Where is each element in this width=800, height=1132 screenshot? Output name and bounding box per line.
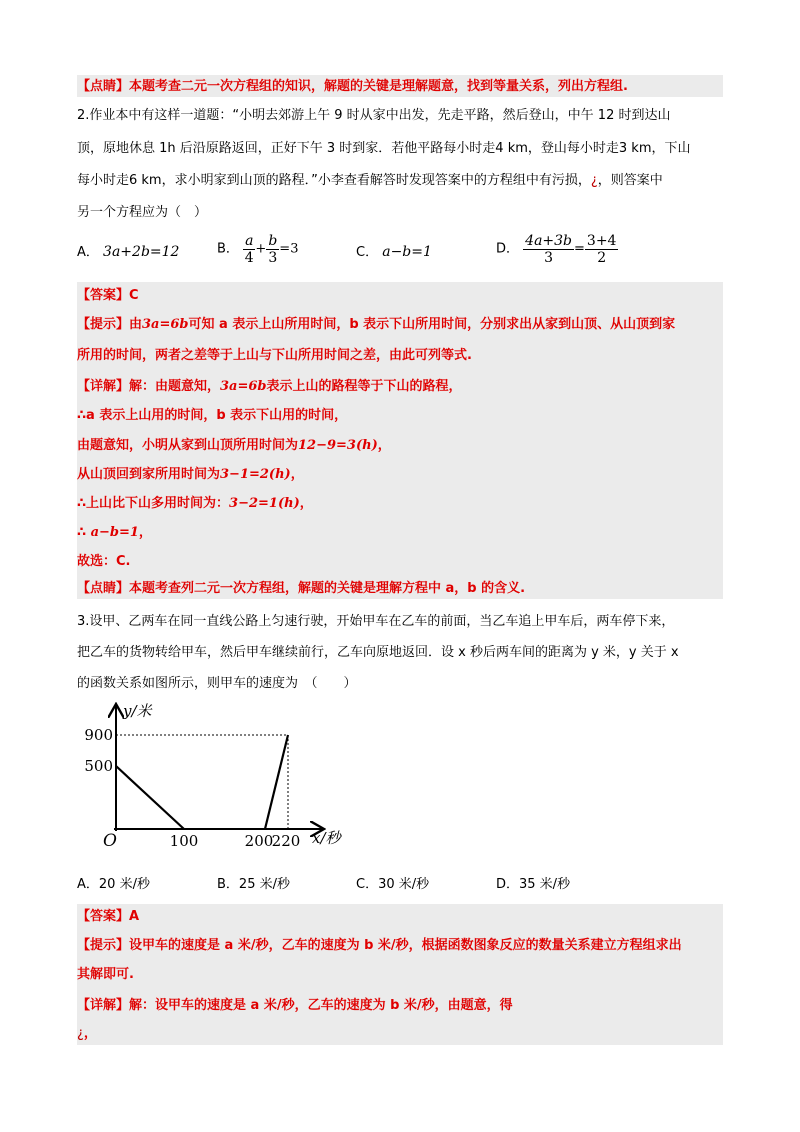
x-tick-220: 220 [271, 832, 301, 850]
q2-hint-line1: 【提示】由3a=6b可知 a 表示上山所用时间，b 表示下山所用时间，分别求出从家到山顶、从山顶到家 [77, 317, 676, 332]
q2-line3 [77, 172, 663, 190]
q2-option-c[interactable]: C． a−b=1 [356, 244, 432, 260]
q2-hint-line2: 所用的时间，两者之差等于上山与下山所用时间之差，由此可列等式. [77, 348, 472, 363]
origin-label: O [103, 831, 117, 851]
graph-segment-1 [116, 766, 184, 829]
graph-segment-2 [265, 735, 288, 829]
answer3-shade [77, 904, 723, 1045]
q2-line2: 顶，原地休息 1h 后沿原路返回，正好下午 3 时到家．若他平路每小时走4 km，登山每小时走3 km，下山 [77, 141, 691, 156]
q2-line4: 另一个方程应为（ ） [77, 205, 208, 220]
q2-option-d-frac1: $\frac{4a+3b}{3}$ [525, 233, 573, 266]
q3-line1: 3.设甲、乙两车在同一直线公路上匀速行驶，开始甲车在乙车的前面，当乙车追上甲车后，两车停下来， [77, 614, 675, 629]
q2-option-a[interactable]: A． 3a+2b=12 [77, 244, 180, 260]
x-axis-label: x/秒 [312, 829, 341, 847]
q2-option-d-frac2: $\frac{3+4}{2}$ [586, 233, 617, 266]
q2-line1: 2.作业本中有这样一道题：“小明去郊游上午 9 时从家中出发，先走平路，然后登山，中午 12 时到达山 [77, 108, 671, 123]
q3-hint-line1: 【提示】设甲车的速度是 a 米/秒，乙车的速度为 b 米/秒，根据函数图象反应的数量关系建立方程组求出 [77, 938, 682, 953]
q3-option-a[interactable]: A．20 米/秒 [77, 877, 150, 892]
q2-option-b-frac2: $\frac{b}{3}$ [268, 233, 278, 266]
q3-option-c[interactable]: C．30 米/秒 [356, 877, 430, 892]
y-tick-900: 900 [84, 726, 113, 744]
q3-line3: 的函数关系如图所示，则甲车的速度为 （ ） [77, 676, 357, 691]
q3-line2: 把乙车的货物转给甲车，然后甲车继续前行，乙车向原地返回．设 x 秒后两车间的距离为 y 米，y 关于 x [77, 645, 679, 660]
q2-detail-line6: ∴ a−b=1， [77, 525, 152, 540]
q2-option-a-expr: 3a+2b=12 [103, 244, 180, 260]
q2-line3-tail: ，则答案中 [597, 173, 663, 188]
q2-line3-text: 每小时走6 km，求小明家到山顶的路程．”小李查看解答时发现答案中的方程组中有污损， [77, 173, 591, 188]
q2-option-b[interactable]: B． $\frac{a}{4}$ + $\frac{b}{3}$ =3 [217, 233, 299, 266]
smudge-mark: ¿ [590, 173, 598, 188]
q2-detail-line5: ∴上山比下山多用时间为：3−2=1(h)， [77, 496, 313, 511]
q3-option-d[interactable]: D．35 米/秒 [496, 877, 571, 892]
q2-option-c-expr: a−b=1 [382, 244, 432, 260]
q2-option-d[interactable]: D． $\frac{4a+3b}{3}$ = $\frac{3+4}{2}$ [496, 233, 617, 266]
q2-choice: 故选：C. [77, 554, 131, 569]
q3-detail-line1: 【详解】解：设甲车的速度是 a 米/秒，乙车的速度为 b 米/秒，由题意，得 [77, 998, 513, 1013]
x-tick-200: 200 [244, 832, 274, 850]
q2-detail-line2: ∴a 表示上山用的时间，b 表示下山用的时间， [77, 408, 348, 423]
q3-option-b[interactable]: B．25 米/秒 [217, 877, 290, 892]
q2-answer: 【答案】C [77, 288, 139, 303]
note1-text: 【点睛】本题考查二元一次方程组的知识，解题的关键是理解题意，找到等量关系，列出方程组. [77, 79, 628, 94]
q2-detail-line4: 从山顶回到家所用时间为3−1=2(h)， [77, 467, 304, 482]
y-axis-label: y/米 [123, 702, 152, 720]
q3-answer: 【答案】A [77, 909, 140, 924]
y-tick-500: 500 [84, 757, 113, 775]
q3-hint-line2: 其解即可. [77, 967, 134, 982]
x-tick-100: 100 [169, 832, 199, 850]
q2-option-b-frac1: $\frac{a}{4}$ [244, 233, 254, 266]
smudge-mark-2: ¿ [77, 1026, 84, 1041]
q2-detail-line3: 由题意知，小明从家到山顶所用时间为12−9=3(h)， [77, 438, 391, 453]
q2-note: 【点睛】本题考查列二元一次方程组，解题的关键是理解方程中 a，b 的含义. [77, 581, 526, 596]
q2-detail-line1: 【详解】解：由题意知，3a=6b表示上山的路程等于下山的路程， [77, 379, 462, 394]
q3-detail-line2: ¿， [77, 1026, 97, 1041]
